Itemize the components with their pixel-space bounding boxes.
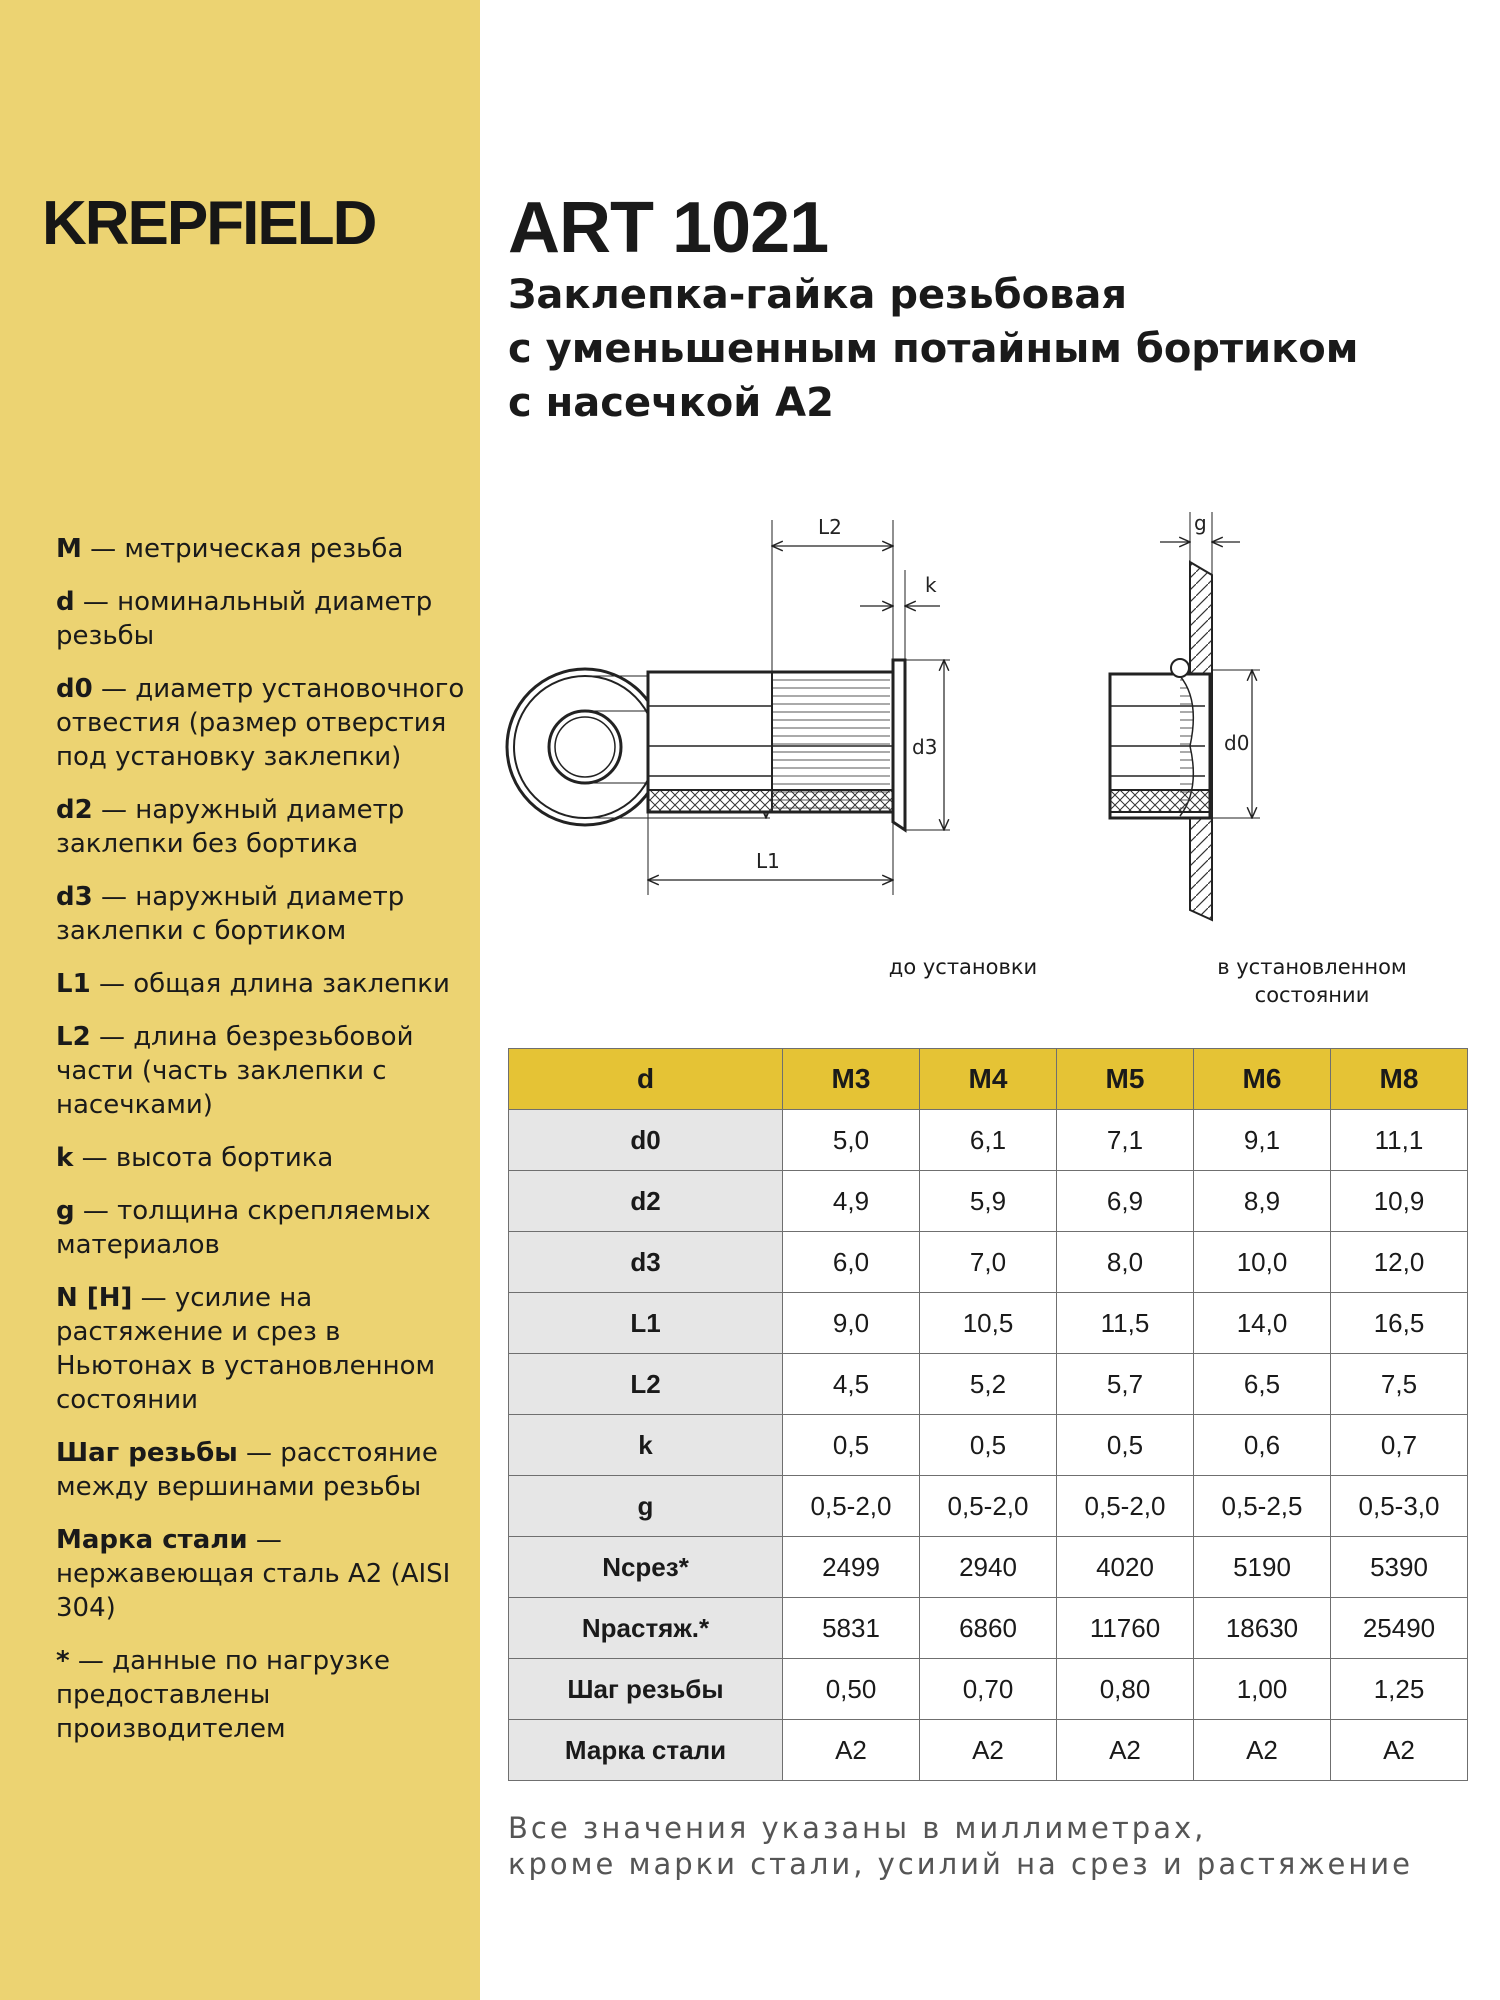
table-cell: 0,5-2,5: [1194, 1476, 1331, 1537]
table-cell: 9,0: [783, 1293, 920, 1354]
table-cell: 5,0: [783, 1110, 920, 1171]
table-cell: 25490: [1331, 1598, 1468, 1659]
legend-entry: d0 — диаметр установочного отвестия (размер отверстия под установку заклепки): [56, 674, 465, 772]
table-row: [509, 1354, 1468, 1415]
table-cell: 4,9: [783, 1171, 920, 1232]
row-label: k: [509, 1415, 783, 1476]
subtitle-line: с насечкой А2: [508, 380, 834, 426]
subtitle-line: с уменьшенным потайным бортиком: [508, 326, 1359, 372]
table-cell: 6860: [920, 1598, 1057, 1659]
footnote-line: кроме марки стали, усилий на срез и растяжение: [508, 1847, 1413, 1881]
table-cell: 8,0: [1057, 1232, 1194, 1293]
table-cell: 5,2: [920, 1354, 1057, 1415]
table-cell: 11,5: [1057, 1293, 1194, 1354]
table-cell: 11760: [1057, 1598, 1194, 1659]
side-view-before: [648, 520, 950, 895]
table-cell: А2: [1194, 1720, 1331, 1781]
table-cell: 11,1: [1331, 1110, 1468, 1171]
caption-before-install: до установки: [888, 955, 1038, 979]
label-g: g: [1194, 511, 1207, 535]
table-cell: 18630: [1194, 1598, 1331, 1659]
footnote-line: Все значения указаны в миллиметрах,: [508, 1811, 1207, 1845]
row-label: Nрастяж.*: [509, 1598, 783, 1659]
column-header: М5: [1057, 1049, 1194, 1110]
label-d3: d3: [912, 735, 938, 759]
table-row: [509, 1720, 1468, 1781]
table-cell: 5190: [1194, 1537, 1331, 1598]
table-row: [509, 1537, 1468, 1598]
table-cell: 2499: [783, 1537, 920, 1598]
column-header: М6: [1194, 1049, 1331, 1110]
table-cell: 0,80: [1057, 1659, 1194, 1720]
legend-entry: g — толщина скрепляемых материалов: [56, 1196, 431, 1260]
brand-logo: KREPFIELD: [42, 189, 376, 258]
column-header: М3: [783, 1049, 920, 1110]
spec-table: [508, 1048, 1468, 1781]
table-cell: 12,0: [1331, 1232, 1468, 1293]
subtitle-line: Заклепка-гайка резьбовая: [508, 272, 1128, 318]
legend-entry: d — номинальный диаметр резьбы: [56, 587, 433, 651]
table-header-row: [509, 1049, 1468, 1110]
row-label: g: [509, 1476, 783, 1537]
column-header: d: [509, 1049, 783, 1110]
label-L2: L2: [818, 515, 842, 539]
legend-entry: Шаг резьбы — расстояние между вершинами резьбы: [56, 1438, 438, 1502]
table-cell: 0,5-2,0: [920, 1476, 1057, 1537]
row-label: Шаг резьбы: [509, 1659, 783, 1720]
row-label: d3: [509, 1232, 783, 1293]
table-cell: 5,9: [920, 1171, 1057, 1232]
column-header: М8: [1331, 1049, 1468, 1110]
label-k: k: [925, 573, 937, 597]
table-cell: А2: [783, 1720, 920, 1781]
product-subtitle: [508, 268, 1468, 430]
table-cell: 0,5-2,0: [1057, 1476, 1194, 1537]
legend: [56, 532, 466, 1765]
table-cell: 6,9: [1057, 1171, 1194, 1232]
table-cell: 4020: [1057, 1537, 1194, 1598]
table-cell: 5,7: [1057, 1354, 1194, 1415]
row-label: Марка стали: [509, 1720, 783, 1781]
caption-after-install: в установленном состоянии: [1217, 955, 1407, 1007]
table-row: [509, 1110, 1468, 1171]
table-cell: 6,1: [920, 1110, 1057, 1171]
legend-entry: d2 — наружный диаметр заклепки без бортика: [56, 795, 405, 859]
row-label: d0: [509, 1110, 783, 1171]
table-cell: 9,1: [1194, 1110, 1331, 1171]
table-cell: А2: [1057, 1720, 1194, 1781]
table-cell: 4,5: [783, 1354, 920, 1415]
label-d0: d0: [1224, 731, 1250, 755]
column-header: М4: [920, 1049, 1057, 1110]
legend-entry: d3 — наружный диаметр заклепки с бортиком: [56, 882, 405, 946]
table-cell: 5831: [783, 1598, 920, 1659]
table-cell: 10,9: [1331, 1171, 1468, 1232]
legend-entry: M — метрическая резьба: [56, 534, 404, 564]
label-L1: L1: [756, 849, 780, 873]
table-cell: 7,1: [1057, 1110, 1194, 1171]
table-cell: 2940: [920, 1537, 1057, 1598]
table-row: [509, 1659, 1468, 1720]
legend-entry: k — высота бортика: [56, 1143, 334, 1173]
legend-entry: L2 — длина безрезьбовой части (часть заклепки с насечками): [56, 1022, 414, 1120]
table-cell: 8,9: [1194, 1171, 1331, 1232]
legend-entry: Марка стали — нержавеющая сталь А2 (AISI 304): [56, 1525, 451, 1623]
row-label: Nсрез*: [509, 1537, 783, 1598]
table-cell: 1,25: [1331, 1659, 1468, 1720]
side-view-installed: [1110, 512, 1260, 920]
table-cell: 10,5: [920, 1293, 1057, 1354]
table-cell: 6,0: [783, 1232, 920, 1293]
sidebar: [0, 0, 480, 2000]
table-cell: 0,7: [1331, 1415, 1468, 1476]
table-row: [509, 1476, 1468, 1537]
table-cell: 0,70: [920, 1659, 1057, 1720]
row-label: L2: [509, 1354, 783, 1415]
table-cell: 0,6: [1194, 1415, 1331, 1476]
table-row: [509, 1232, 1468, 1293]
legend-entry: N [H] — усилие на растяжение и срез в Ньютонах в установленном состоянии: [56, 1283, 436, 1415]
table-row: [509, 1171, 1468, 1232]
units-footnote: [508, 1810, 1413, 1882]
table-cell: 0,50: [783, 1659, 920, 1720]
table-cell: 5390: [1331, 1537, 1468, 1598]
table-row: [509, 1293, 1468, 1354]
table-row: [509, 1415, 1468, 1476]
table-row: [509, 1598, 1468, 1659]
table-cell: 6,5: [1194, 1354, 1331, 1415]
legend-entry: L1 — общая длина заклепки: [56, 969, 450, 999]
table-cell: 0,5: [920, 1415, 1057, 1476]
table-cell: А2: [1331, 1720, 1468, 1781]
table-cell: 0,5-3,0: [1331, 1476, 1468, 1537]
table-cell: 0,5: [783, 1415, 920, 1476]
legend-entry: * — данные по нагрузке предоставлены производителем: [56, 1646, 391, 1744]
technical-drawing: [500, 500, 1460, 940]
table-cell: 14,0: [1194, 1293, 1331, 1354]
table-cell: 7,5: [1331, 1354, 1468, 1415]
row-label: d2: [509, 1171, 783, 1232]
table-cell: 1,00: [1194, 1659, 1331, 1720]
table-cell: 10,0: [1194, 1232, 1331, 1293]
table-cell: 16,5: [1331, 1293, 1468, 1354]
table-cell: 7,0: [920, 1232, 1057, 1293]
table-cell: 0,5: [1057, 1415, 1194, 1476]
page-title: ART 1021: [508, 188, 829, 268]
row-label: L1: [509, 1293, 783, 1354]
table-cell: А2: [920, 1720, 1057, 1781]
table-cell: 0,5-2,0: [783, 1476, 920, 1537]
